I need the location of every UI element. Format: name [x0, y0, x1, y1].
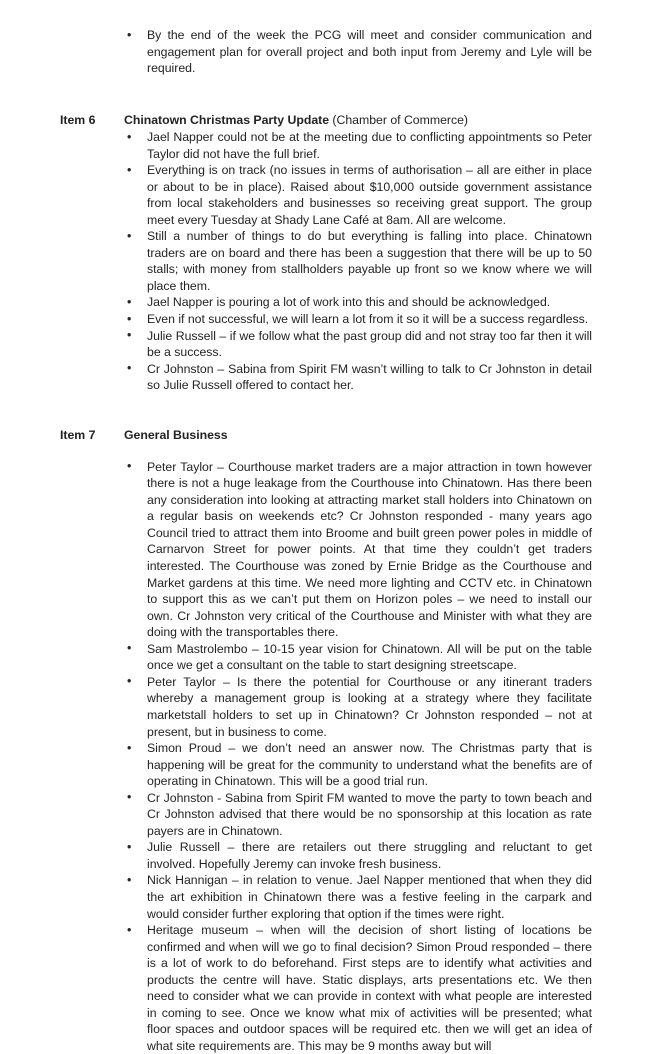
bullet-text: • Julie Russell – if we follow what the past group did and not stray too far then it will be a success.	[147, 328, 592, 360]
list-item	[0, 872, 653, 922]
item-title	[124, 427, 228, 444]
item-label: Item 6	[60, 113, 96, 127]
list-item	[0, 129, 653, 162]
bullet-text: • Everything is on track (no issues in terms of authorisation – all are either in place or about to be in place). Raised about $10,000 outside government assistance from local stakeholders and businesses so receiving great support. The group meet every Tuesday at Shady Lane Café at 8am. All are welcome.	[147, 163, 592, 227]
bullet-text: • Cr Johnston - Sabina from Spirit FM wanted to move the party to town beach and Cr Johnston advised that there would be no sponsorship at this location as rate payers are in Chinatown.	[147, 790, 592, 838]
list-item	[0, 790, 653, 840]
list-item	[0, 27, 653, 77]
item-title-bold: Chinatown Christmas Party Update	[124, 113, 330, 127]
agenda-item-6-heading	[0, 112, 653, 129]
list-item	[0, 674, 653, 740]
list-item	[0, 459, 653, 641]
list-item	[0, 328, 653, 361]
bullet-list-item-7	[0, 459, 653, 1054]
bullet-text: • Still a number of things to do but everything is falling into place. Chinatown traders are on board and there has been a suggestion that there will be up to 50 stalls; with money from stallholders payable up front so we know where we will place them.	[147, 229, 592, 293]
item-title-bold: General Business	[124, 427, 228, 442]
list-item	[0, 311, 653, 328]
bullet-text: • Nick Hannigan – in relation to venue. Jael Napper mentioned that when they did the art exhibition in Chinatown there was a festive feeling in the carpark and would consider further exploring that option if the times were right.	[147, 873, 592, 921]
spacer	[0, 444, 653, 459]
bullet-text: • Julie Russell – there are retailers out there struggling and reluctant to get involved. Hopefully Jeremy can invoke fresh business.	[147, 840, 592, 871]
list-item	[0, 641, 653, 674]
item-label: Item 7	[60, 427, 96, 442]
list-item	[0, 228, 653, 294]
bullet-text: • Jael Napper could not be at the meeting due to conflicting appointments so Peter Taylor did not have the full brief.	[147, 130, 592, 161]
item-title	[124, 112, 468, 129]
bullet-text: • Peter Taylor – Courthouse market traders are a major attraction in town however there is not a huge leakage from the Courthouse into Chinatown. Has there been any consideration into looking at attracting market stall holders into Chinatown on a regular basis on weekends etc? Cr Johnston responded - many years ago Council tried to attract them into Broome and built green power poles in middle of Carnarvon Street for power points. At that time they couldn’t get traders interested. The Courthouse was zoned by Ernie Bridge as the Courthouse and Market gardens at this time. We need more lighting and CCTV etc. in Chinatown to support this as we can’t put them on Horizon poles – we need to install our own. Cr Johnston very critical of the Courthouse and Minister with what they are doing with the transportables there.	[147, 459, 592, 640]
spacer	[0, 394, 653, 427]
bullet-text: • Simon Proud – we don’t need an answer now. The Christmas party that is happening will be great for the community to understand what the benefits are of operating in Chinatown. This will be a good trial run.	[147, 741, 592, 789]
list-item	[0, 162, 653, 228]
bullet-text: • Jael Napper is pouring a lot of work into this and should be acknowledged.	[147, 295, 551, 310]
bullet-text: • By the end of the week the PCG will meet and consider communication and engagement plan for overall project and both input from Jeremy and Lyle will be required.	[147, 28, 592, 76]
agenda-item-6	[0, 112, 653, 394]
bullet-list-item-6	[0, 129, 653, 394]
item-title-plain: (Chamber of Commerce)	[329, 113, 468, 127]
agenda-item-7	[0, 427, 653, 1054]
bullet-text: • Heritage museum – when will the decision of short listing of locations be confirmed and when will we go to final decision? Simon Proud responded – there is a lot of work to do beforehand. First steps are to identify what activities and products the centre will have. Static displays, arts presentations etc. We then need to consider what we can provide in context with what people are interested in coming to see. Once we know what mix of activities will be presented; what floor spaces and outdoor spaces will be required etc. then we will get an idea of what site requirements are. This may be 9 months away but will	[147, 923, 592, 1053]
list-item	[0, 922, 653, 1054]
list-item	[0, 294, 653, 311]
bullet-list-continuation	[0, 27, 653, 77]
continuation-bullet-block	[0, 27, 653, 77]
bullet-text: • Peter Taylor – Is there the potential for Courthouse or any itinerant traders whereby a management group is looking at a strategy where they facilitate marketstall holders to set up in Chinatown? Cr Johnston responded – not at present, but in business to come.	[147, 674, 592, 739]
agenda-item-7-heading	[0, 427, 653, 444]
list-item	[0, 839, 653, 872]
bullet-text: • Sam Mastrolembo – 10-15 year vision for Chinatown. All will be put on the table once we get a consultant on the table to start designing streetscape.	[147, 641, 592, 673]
bullet-text: • Cr Johnston – Sabina from Spirit FM wasn’t willing to talk to Cr Johnston in detail so Julie Russell offered to contact her.	[147, 361, 592, 393]
bullet-text: • Even if not successful, we will learn a lot from it so it will be a success regardless.	[147, 312, 589, 327]
list-item	[0, 361, 653, 394]
list-item	[0, 740, 653, 790]
